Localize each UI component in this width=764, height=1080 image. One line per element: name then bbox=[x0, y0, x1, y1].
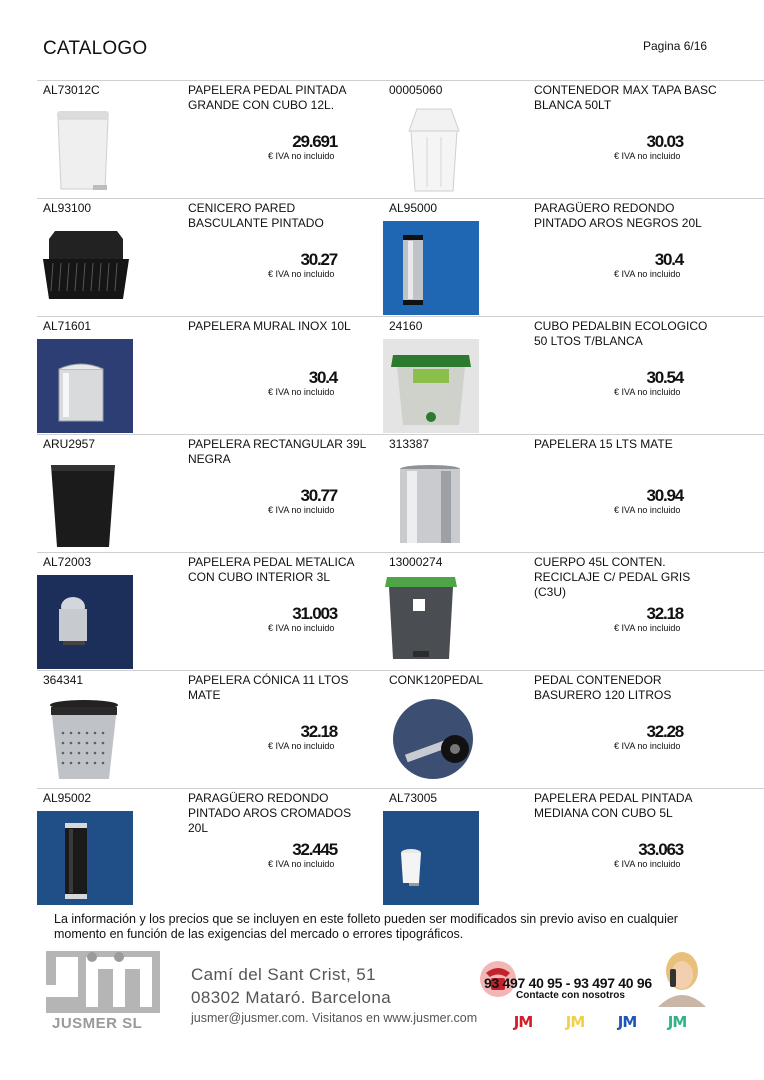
product-price: 30.54 bbox=[646, 368, 683, 387]
product-price: 30.27 bbox=[300, 250, 337, 269]
catalog-row bbox=[37, 552, 764, 670]
contact-label: Contacte con nosotros bbox=[516, 990, 625, 1001]
product-item bbox=[37, 81, 383, 199]
product-code: 24160 bbox=[389, 319, 423, 333]
vat-note: € IVA no incluido bbox=[614, 387, 681, 397]
product-code: AL71601 bbox=[43, 319, 92, 333]
product-item bbox=[383, 435, 729, 553]
product-image bbox=[383, 339, 479, 433]
product-price: 32.18 bbox=[646, 604, 683, 623]
vat-note: € IVA no incluido bbox=[268, 269, 335, 279]
product-item bbox=[37, 435, 383, 553]
product-name: PEDAL CONTENEDOR BASURERO 120 LITROS bbox=[534, 673, 672, 702]
product-code: AL95002 bbox=[43, 791, 92, 805]
product-image bbox=[37, 457, 133, 551]
vat-note: € IVA no incluido bbox=[614, 741, 681, 751]
vat-note: € IVA no incluido bbox=[614, 269, 681, 279]
product-price: 30.4 bbox=[654, 250, 683, 269]
phone-numbers: 93 497 40 95 - 93 497 40 96 bbox=[484, 975, 652, 991]
contact-line: jusmer@jusmer.com. Visitanos en www.jusmer.com bbox=[191, 1011, 478, 1025]
product-item bbox=[383, 553, 729, 671]
product-image bbox=[383, 575, 479, 669]
address-line-1: Camí del Sant Crist, 51 bbox=[191, 965, 376, 984]
brand-mini-logo: JM bbox=[617, 1013, 637, 1031]
address-line-2: 08302 Mataró. Barcelona bbox=[191, 988, 392, 1007]
product-name: CENICERO PARED BASCULANTE PINTADO bbox=[188, 201, 324, 230]
product-price: 31.003 bbox=[292, 604, 337, 623]
catalog-row bbox=[37, 316, 764, 434]
product-image bbox=[37, 221, 133, 315]
operator-photo bbox=[652, 949, 708, 1007]
product-code: 13000274 bbox=[389, 555, 443, 569]
product-name: PAPELERA MURAL INOX 10L bbox=[188, 319, 351, 333]
product-name: PARAGÜERO REDONDO PINTADO AROS CROMADOS 20L bbox=[188, 791, 352, 835]
product-name: PAPELERA PEDAL PINTADA GRANDE CON CUBO 12L. bbox=[188, 83, 346, 112]
catalog-row bbox=[37, 80, 764, 198]
product-code: AL93100 bbox=[43, 201, 92, 215]
product-item bbox=[37, 317, 383, 435]
product-code: 00005060 bbox=[389, 83, 443, 97]
catalog-row bbox=[37, 198, 764, 316]
vat-note: € IVA no incluido bbox=[614, 505, 681, 515]
product-code: ARU2957 bbox=[43, 437, 96, 451]
product-item bbox=[383, 671, 729, 789]
vat-note: € IVA no incluido bbox=[268, 741, 335, 751]
brand-mini-logo: JM bbox=[513, 1013, 533, 1031]
product-image bbox=[383, 457, 479, 551]
page-number: Pagina 6/16 bbox=[643, 39, 708, 53]
product-code: AL95000 bbox=[389, 201, 438, 215]
product-item bbox=[383, 317, 729, 435]
product-code: AL73005 bbox=[389, 791, 438, 805]
vat-note: € IVA no incluido bbox=[268, 505, 335, 515]
vat-note: € IVA no incluido bbox=[614, 859, 681, 869]
vat-note: € IVA no incluido bbox=[268, 623, 335, 633]
catalog-row bbox=[37, 434, 764, 552]
product-item bbox=[37, 671, 383, 789]
product-image bbox=[37, 103, 133, 197]
catalog-row bbox=[37, 788, 764, 906]
product-image bbox=[383, 103, 479, 197]
product-image bbox=[383, 693, 479, 787]
product-image bbox=[37, 811, 133, 905]
vat-note: € IVA no incluido bbox=[268, 859, 335, 869]
product-price: 32.18 bbox=[300, 722, 337, 741]
page-title: CATALOGO bbox=[43, 38, 148, 59]
product-name: CUERPO 45L CONTEN. RECICLAJE C/ PEDAL GRIS (C3U) bbox=[534, 555, 691, 599]
product-price: 30.77 bbox=[300, 486, 337, 505]
product-item bbox=[37, 789, 383, 907]
product-grid bbox=[37, 80, 764, 906]
disclaimer: La información y los precios que se incluyen en este folleto pueden ser modificados sin previo aviso en cualquier momento en función de las exigencias del mercado o errores tipográficos. bbox=[54, 912, 678, 941]
product-name: PARAGÜERO REDONDO PINTADO AROS NEGROS 20L bbox=[534, 201, 702, 230]
product-price: 29.691 bbox=[292, 132, 337, 151]
product-image bbox=[383, 811, 479, 905]
product-name: PAPELERA 15 LTS MATE bbox=[534, 437, 673, 451]
product-code: AL73012C bbox=[43, 83, 100, 97]
brand-mini-logo: JM bbox=[667, 1013, 687, 1031]
product-name: PAPELERA RECTANGULAR 39L NEGRA bbox=[188, 437, 366, 466]
product-code: 364341 bbox=[43, 673, 84, 687]
product-name: CONTENEDOR MAX TAPA BASC BLANCA 50LT bbox=[534, 83, 717, 112]
product-price: 30.4 bbox=[308, 368, 337, 387]
product-price: 30.94 bbox=[646, 486, 683, 505]
product-image bbox=[37, 339, 133, 433]
product-price: 33.063 bbox=[638, 840, 683, 859]
vat-note: € IVA no incluido bbox=[614, 151, 681, 161]
product-code: AL72003 bbox=[43, 555, 92, 569]
brand-mini-logo: JM bbox=[565, 1013, 585, 1031]
vat-note: € IVA no incluido bbox=[268, 151, 335, 161]
product-name: PAPELERA PEDAL METALICA CON CUBO INTERIOR 3L bbox=[188, 555, 354, 584]
product-item bbox=[383, 199, 729, 317]
product-item bbox=[37, 553, 383, 671]
product-price: 32.28 bbox=[646, 722, 683, 741]
product-price: 32.445 bbox=[292, 840, 337, 859]
product-name: PAPELERA PEDAL PINTADA MEDIANA CON CUBO 5L bbox=[534, 791, 692, 820]
product-item bbox=[383, 789, 729, 907]
product-code: 313387 bbox=[389, 437, 430, 451]
product-price: 30.03 bbox=[646, 132, 683, 151]
footer bbox=[0, 945, 764, 1080]
product-image bbox=[37, 693, 133, 787]
product-image bbox=[37, 575, 133, 669]
vat-note: € IVA no incluido bbox=[268, 387, 335, 397]
catalog-row bbox=[37, 670, 764, 788]
company-name: JUSMER SL bbox=[52, 1015, 143, 1032]
product-item bbox=[37, 199, 383, 317]
product-name: PAPELERA CÓNICA 11 LTOS MATE bbox=[188, 673, 349, 702]
product-image bbox=[383, 221, 479, 315]
vat-note: € IVA no incluido bbox=[614, 623, 681, 633]
product-name: CUBO PEDALBIN ECOLOGICO 50 LTOS T/BLANCA bbox=[534, 319, 708, 348]
product-code: CONK120PEDAL bbox=[389, 673, 484, 687]
product-item bbox=[383, 81, 729, 199]
